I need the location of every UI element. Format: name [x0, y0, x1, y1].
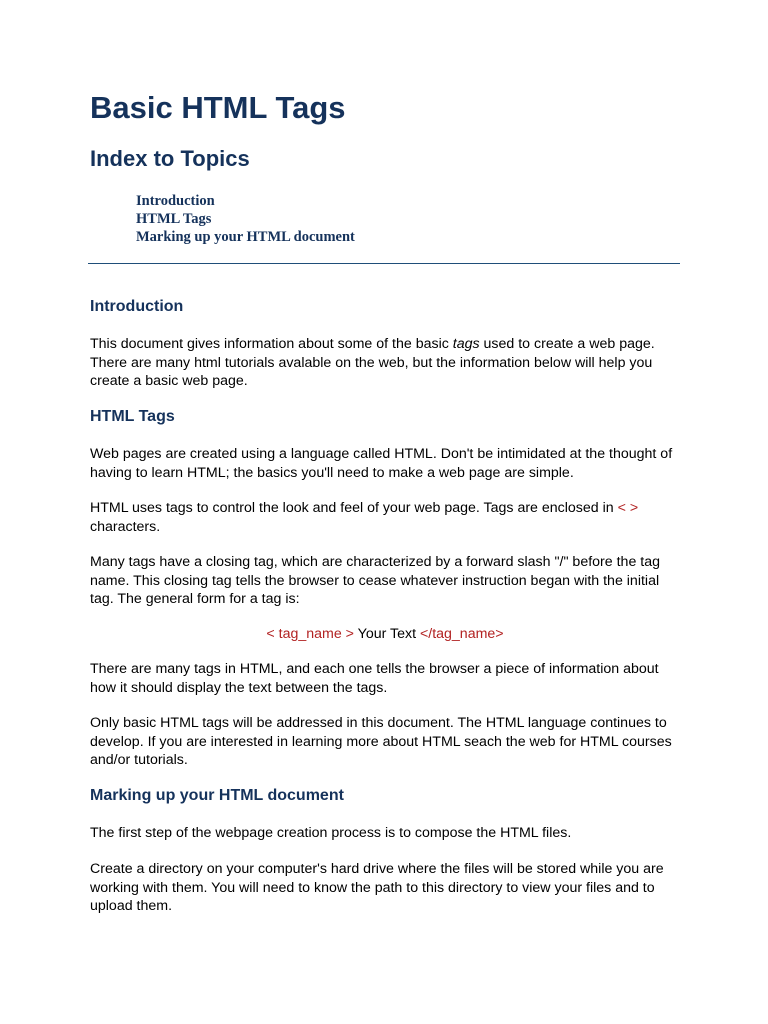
markup-paragraph-1: The first step of the webpage creation process is to compose the HTML files.: [90, 825, 572, 841]
index-heading: Index to Topics: [90, 146, 250, 171]
html-tags-paragraph-2: [90, 499, 680, 536]
page-title: Basic HTML Tags: [90, 90, 346, 125]
markup-paragraph-2: Create a directory on your computer's hard drive where the files will be stored while you are working with them. You will need to know the path to this directory to view your files and to upload them.: [90, 861, 664, 914]
section-heading-html-tags: HTML Tags: [90, 408, 175, 425]
html-tags-paragraph-1: Web pages are created using a language called HTML. Don't be intimidated at the thought of having to learn HTML; the basics you'll need to make a web page are simple.: [90, 446, 673, 481]
html-tags-paragraph-4: There are many tags in HTML, and each one tells the browser a piece of information about how it should display the text between the tags.: [90, 661, 659, 696]
section-heading-introduction: Introduction: [90, 298, 184, 315]
html-tags-p2-end: characters.: [90, 518, 161, 535]
table-of-contents: [136, 192, 355, 246]
tag-example-close: </tag_name>: [419, 626, 504, 642]
toc-link-html-tags[interactable]: HTML Tags: [136, 211, 212, 227]
angle-brackets-text: < >: [617, 500, 639, 516]
toc-link-introduction[interactable]: Introduction: [136, 193, 215, 209]
horizontal-divider: [88, 263, 680, 264]
intro-text-start: This document gives information about some of the basic: [90, 336, 453, 352]
tag-example-open: < tag_name >: [266, 626, 354, 642]
html-tags-paragraph-5: Only basic HTML tags will be addressed in this document. The HTML language continues to develop. If you are interested in learning more about HTML seach the web for HTML courses and/or tutorials.: [90, 715, 672, 768]
tag-example-text: Your Text: [353, 626, 420, 642]
intro-text-emphasis: tags: [452, 336, 480, 352]
intro-paragraph: [90, 335, 680, 391]
section-heading-marking-up: Marking up your HTML document: [90, 787, 344, 804]
html-tags-paragraph-3: Many tags have a closing tag, which are characterized by a forward slash "/" before the tag name. This closing tag tells the browser to cease whatever instruction began with the initial tag. The general form for a tag is:: [90, 554, 660, 607]
intro-text-end: used to create a web page. There are many html tutorials avalable on the web, but the information below will help you create a basic web page.: [90, 336, 655, 389]
html-tags-p2-start: HTML uses tags to control the look and feel of your web page. Tags are enclosed in: [90, 500, 618, 516]
toc-link-marking-up[interactable]: Marking up your HTML document: [136, 229, 355, 245]
tag-example-line: [90, 625, 680, 644]
